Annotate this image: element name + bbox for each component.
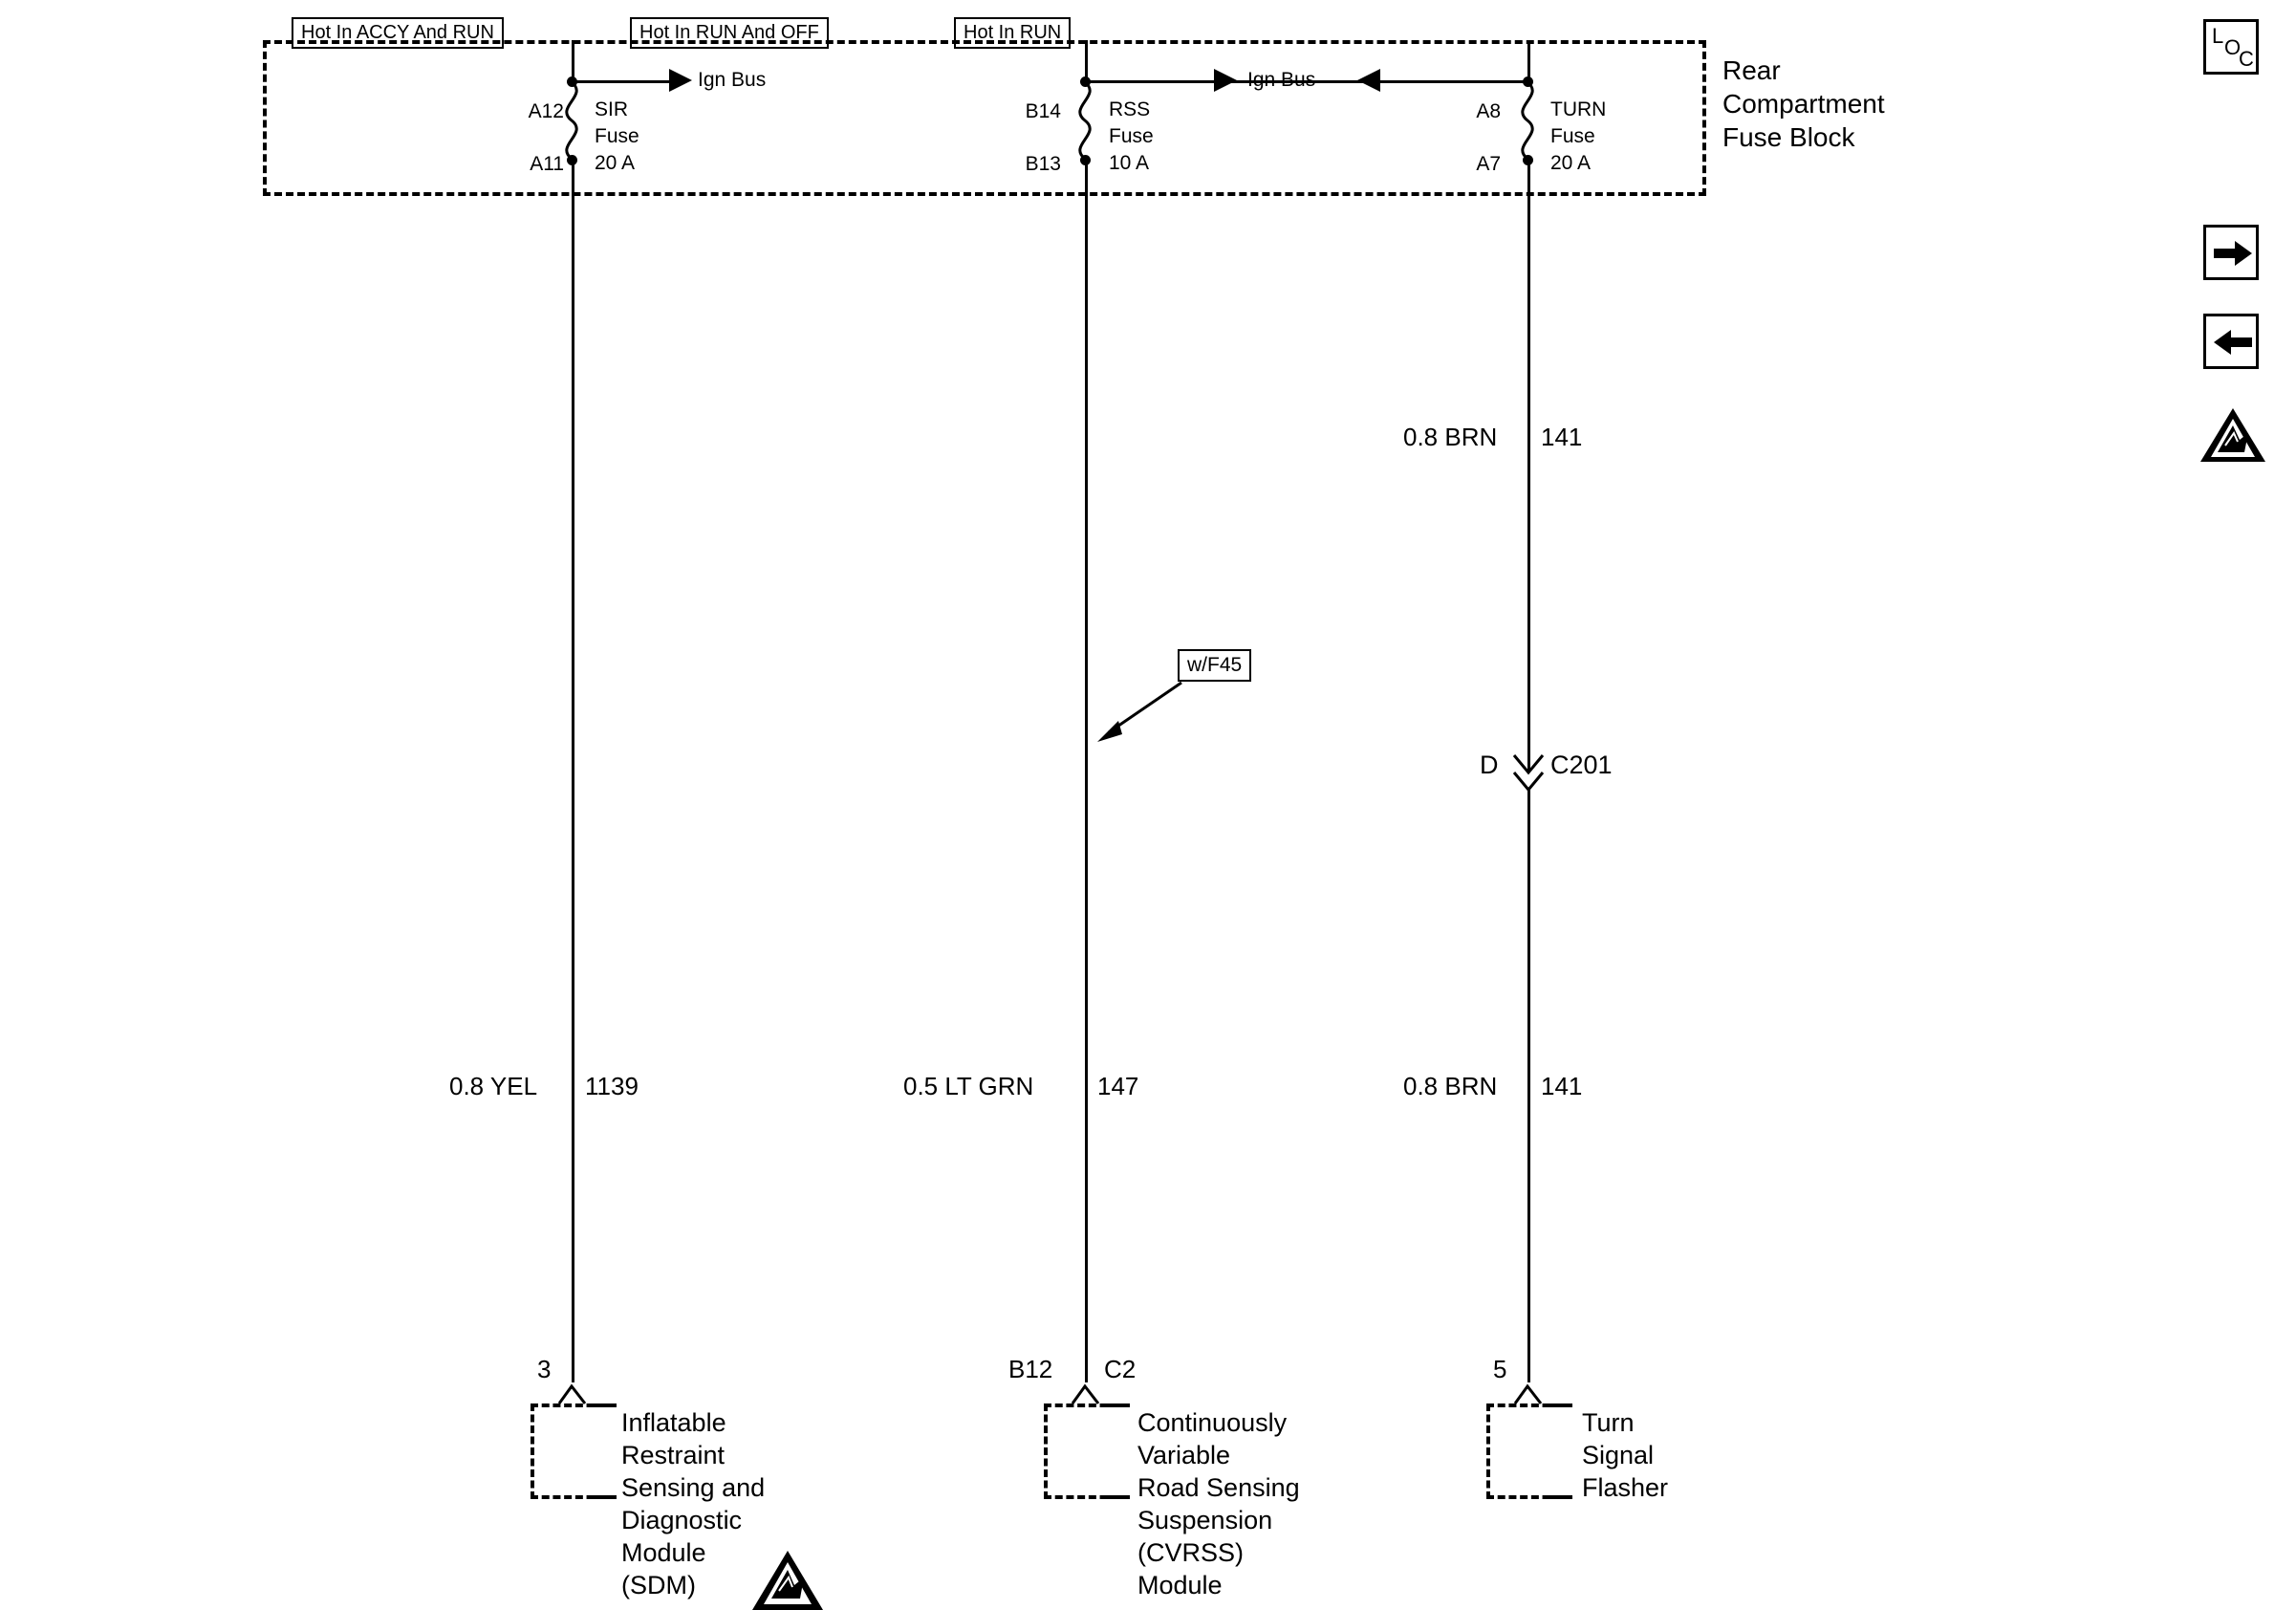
component-label-sdm-l6: (SDM) — [621, 1571, 696, 1599]
terminal-pin-5: 5 — [1493, 1355, 1507, 1383]
component-label-cvrss-l3: Road Sensing — [1137, 1473, 1300, 1502]
power-source-label-run-off: Hot In RUN And OFF — [630, 17, 829, 49]
ign-bus-arrow-left — [669, 69, 698, 94]
esd-warning-button[interactable] — [2199, 406, 2267, 466]
fuse-rating-rss: 10 A — [1109, 152, 1150, 174]
component-label-flasher-l1: Turn — [1582, 1408, 1635, 1437]
component-label-sdm-l2: Restraint — [621, 1441, 726, 1469]
component-label-cvrss-l2: Variable — [1137, 1441, 1231, 1469]
component-label-cvrss-l6: Module — [1137, 1571, 1223, 1599]
fuse-pin-b13: B13 — [1025, 153, 1061, 175]
wire-label-gauge-1139: 0.8 YEL — [449, 1072, 538, 1100]
wire-label-circuit-147: 147 — [1097, 1072, 1139, 1100]
component-label-sdm-l4: Diagnostic — [621, 1506, 743, 1534]
fuse-name-turn: TURN — [1550, 98, 1607, 120]
terminal-symbol-cvrss — [1071, 1384, 1101, 1405]
component-box-flasher-edge — [1544, 1403, 1572, 1499]
connector-name-c201: C201 — [1550, 751, 1613, 779]
fuse-symbol-turn — [1510, 82, 1549, 161]
wire-label-gauge-147: 0.5 LT GRN — [903, 1072, 1034, 1100]
fuse-rating-sir: 20 A — [595, 152, 636, 174]
ign-bus-arrow-middle — [1214, 69, 1243, 94]
wire-label-gauge-141-lower: 0.8 BRN — [1403, 1072, 1498, 1100]
terminal-pin-c2: C2 — [1104, 1355, 1137, 1383]
fuse-name-sir: SIR — [595, 98, 629, 120]
next-button[interactable] — [2203, 225, 2259, 280]
wire-147 — [1085, 161, 1088, 1382]
component-box-cvrss-edge — [1101, 1403, 1130, 1499]
terminal-pin-b12: B12 — [1008, 1355, 1053, 1383]
component-label-flasher-l3: Flasher — [1582, 1473, 1669, 1502]
component-label-flasher-l2: Signal — [1582, 1441, 1655, 1469]
arrow-right-icon — [2214, 239, 2254, 268]
wire-label-circuit-141-lower: 141 — [1541, 1072, 1583, 1100]
loc-button[interactable] — [2203, 19, 2259, 75]
fuse-block-title-line1: Rear — [1722, 55, 1781, 85]
fuse-pin-a7: A7 — [1476, 153, 1501, 175]
fuse-pin-a12: A12 — [528, 100, 564, 122]
fuse-symbol-rss — [1068, 82, 1106, 161]
loc-icon-c: C — [2239, 47, 2254, 71]
fuse-word-rss: Fuse — [1109, 125, 1154, 147]
previous-button[interactable] — [2203, 314, 2259, 369]
ign-bus-arrow-right — [1357, 69, 1386, 94]
fuse-pin-a8: A8 — [1476, 100, 1501, 122]
fuse-word-turn: Fuse — [1550, 125, 1595, 147]
wire-label-gauge-141-upper: 0.8 BRN — [1403, 423, 1498, 451]
callout-arrow-wf45 — [1090, 677, 1185, 744]
power-source-label-run: Hot In RUN — [954, 17, 1071, 49]
loc-icon-l: L — [2212, 24, 2224, 48]
power-source-label-accy-run: Hot In ACCY And RUN — [292, 17, 504, 49]
ign-bus-label-left: Ign Bus — [698, 69, 767, 91]
fuse-word-sir: Fuse — [595, 125, 639, 147]
fuse-pin-b14: B14 — [1025, 100, 1061, 122]
wire-1139 — [572, 161, 574, 1382]
connector-pin-d: D — [1480, 751, 1499, 779]
component-label-sdm-l1: Inflatable — [621, 1408, 726, 1437]
component-label-sdm-l5: Module — [621, 1538, 706, 1567]
component-label-cvrss-l4: Suspension — [1137, 1506, 1273, 1534]
terminal-pin-3: 3 — [537, 1355, 552, 1383]
loc-icon-o: O — [2224, 35, 2242, 59]
fuse-name-rss: RSS — [1109, 98, 1151, 120]
fuse-rating-turn: 20 A — [1550, 152, 1592, 174]
wire-141-upper — [1527, 161, 1530, 771]
component-box-sdm-edge — [588, 1403, 617, 1499]
fuse-block-title-line3: Fuse Block — [1722, 122, 1855, 152]
fuse-block-title-line2: Compartment — [1722, 89, 1885, 119]
component-label-sdm-l3: Sensing and — [621, 1473, 766, 1502]
fuse-pin-a11: A11 — [530, 153, 564, 175]
ign-bus-label-middle: Ign Bus — [1247, 69, 1316, 91]
terminal-symbol-sdm — [557, 1384, 588, 1405]
component-label-cvrss-l1: Continuously — [1137, 1408, 1288, 1437]
callout-label-wf45: w/F45 — [1178, 649, 1251, 682]
wire-141-lower — [1527, 790, 1530, 1382]
arrow-left-icon — [2214, 328, 2254, 357]
terminal-symbol-flasher — [1513, 1384, 1544, 1405]
wire-label-circuit-141-upper: 141 — [1541, 423, 1583, 451]
component-label-cvrss-l5: (CVRSS) — [1137, 1538, 1245, 1567]
wire-label-circuit-1139: 1139 — [585, 1072, 639, 1100]
esd-warning-icon-sdm — [750, 1549, 825, 1610]
